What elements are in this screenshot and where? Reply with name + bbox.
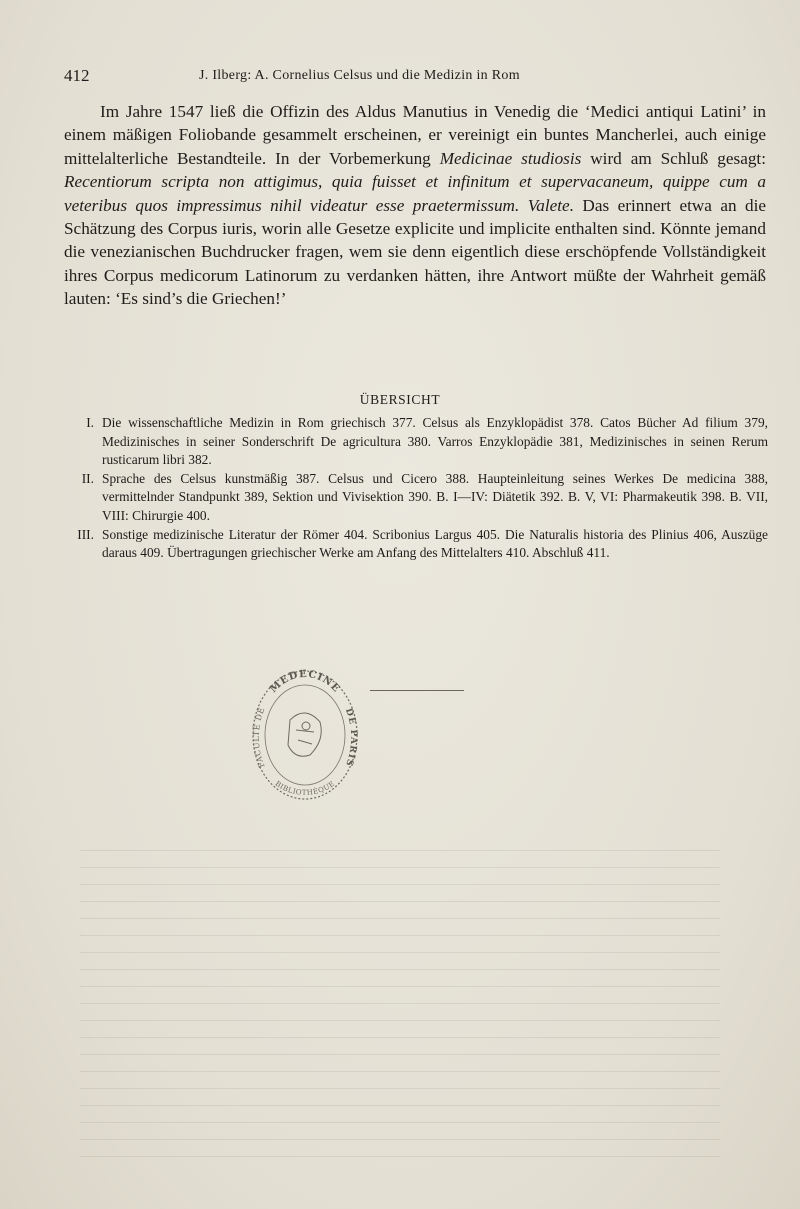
overview-heading: ÜBERSICHT <box>359 392 441 407</box>
stamp-text-top: MEDECINE <box>268 668 342 696</box>
body-paragraph <box>64 100 766 311</box>
overview-text: Sprache des Celsus kunstmäßig 387. Celsus und Cicero 388. Haupteinleitung seines Werkes De medicina 388, vermittelnder Standpunkt 389, Sektion und Vivisektion 390. B. I—IV: Diätetik 392. B. V, VI: Pharmakeutik 398. B. VII, VIII: Chirurgie 400. <box>102 470 768 523</box>
overview-number: I. <box>86 415 94 430</box>
stamp-emblem-icon <box>288 713 321 756</box>
svg-text:BIBLIOTHÈQUE <box>274 780 337 797</box>
running-head <box>64 66 754 88</box>
stamp-rule <box>370 690 464 691</box>
latin-quote: Recentiorum scripta non attigimus, quia fuisset et infinitum et supervacaneum, quippe cum a veteribus quos impressimus nihil videatur esse praetermissum. Valete. <box>64 172 766 215</box>
page-number: 412 <box>64 66 90 85</box>
overview-number: III. <box>77 526 94 542</box>
text-run: wird am Schluß gesagt: <box>581 148 766 168</box>
stamp-text-left: FACULTÉ DE <box>251 706 267 769</box>
text-run: Das erinnert etwa an die Schätzung des Corpus iuris, worin alle Gesetze explicite und implicite enthalten sind. Könnte jemand die venezianischen Buchdrucker fragen, wem sie denn eigentlich diese erschöpfende Vollständigkeit ihres Corpus medicorum Latinorum zu verdanken hätten, ihre Antwort müßte der Wahrheit gemäß lauten: ‘Es sind’s die Griechen!’ <box>64 195 766 309</box>
svg-text:FACULTÉ DE <box>252 706 267 769</box>
overview-text: Die wissenschaftliche Medizin in Rom griechisch 377. Celsus als Enzyklopädist 378. Catos Bücher Ad filium 379, Medizinisches in seiner Sonderschrift De agricultura 380. Varros Enzyklopädie 381, Medizinisches in seinen Rerum rusticarum libri 382. <box>102 415 768 468</box>
running-title: J. Ilberg: A. Cornelius Celsus und die Medizin in Rom <box>199 68 520 83</box>
show-through-texture <box>80 850 720 1170</box>
italic-phrase: Medicinae studiosis <box>439 148 582 168</box>
overview-list <box>64 414 768 563</box>
overview-number: II. <box>81 470 94 486</box>
svg-text:MEDECINE <box>268 669 342 695</box>
overview-item <box>64 470 768 526</box>
library-stamp <box>240 660 370 810</box>
stamp-text-right: DE PARIS <box>342 707 359 768</box>
text-run: Im Jahre 1547 ließ die Offizin des Aldus Manutius in Venedig die ‘Medici antiqui Latini’ in einem mäßigen Foliobande gesammelt erscheinen, er vereinigt ein buntes Mancherlei, auch einige mittelalterliche Bestandteile. In der Vorbemerkung <box>64 102 766 168</box>
stamp-text-bottom: BIBLIOTHÈQUE <box>273 779 337 797</box>
overview-item <box>64 414 768 470</box>
overview-text: Sonstige medizinische Literatur der Römer 404. Scribonius Largus 405. Die Naturalis historia des Plinius 406, Auszüge daraus 409. Übertragungen griechischer Werke am Anfang des Mittelalters 410. Abschluß 411. <box>102 526 768 561</box>
overview-item <box>64 526 768 563</box>
